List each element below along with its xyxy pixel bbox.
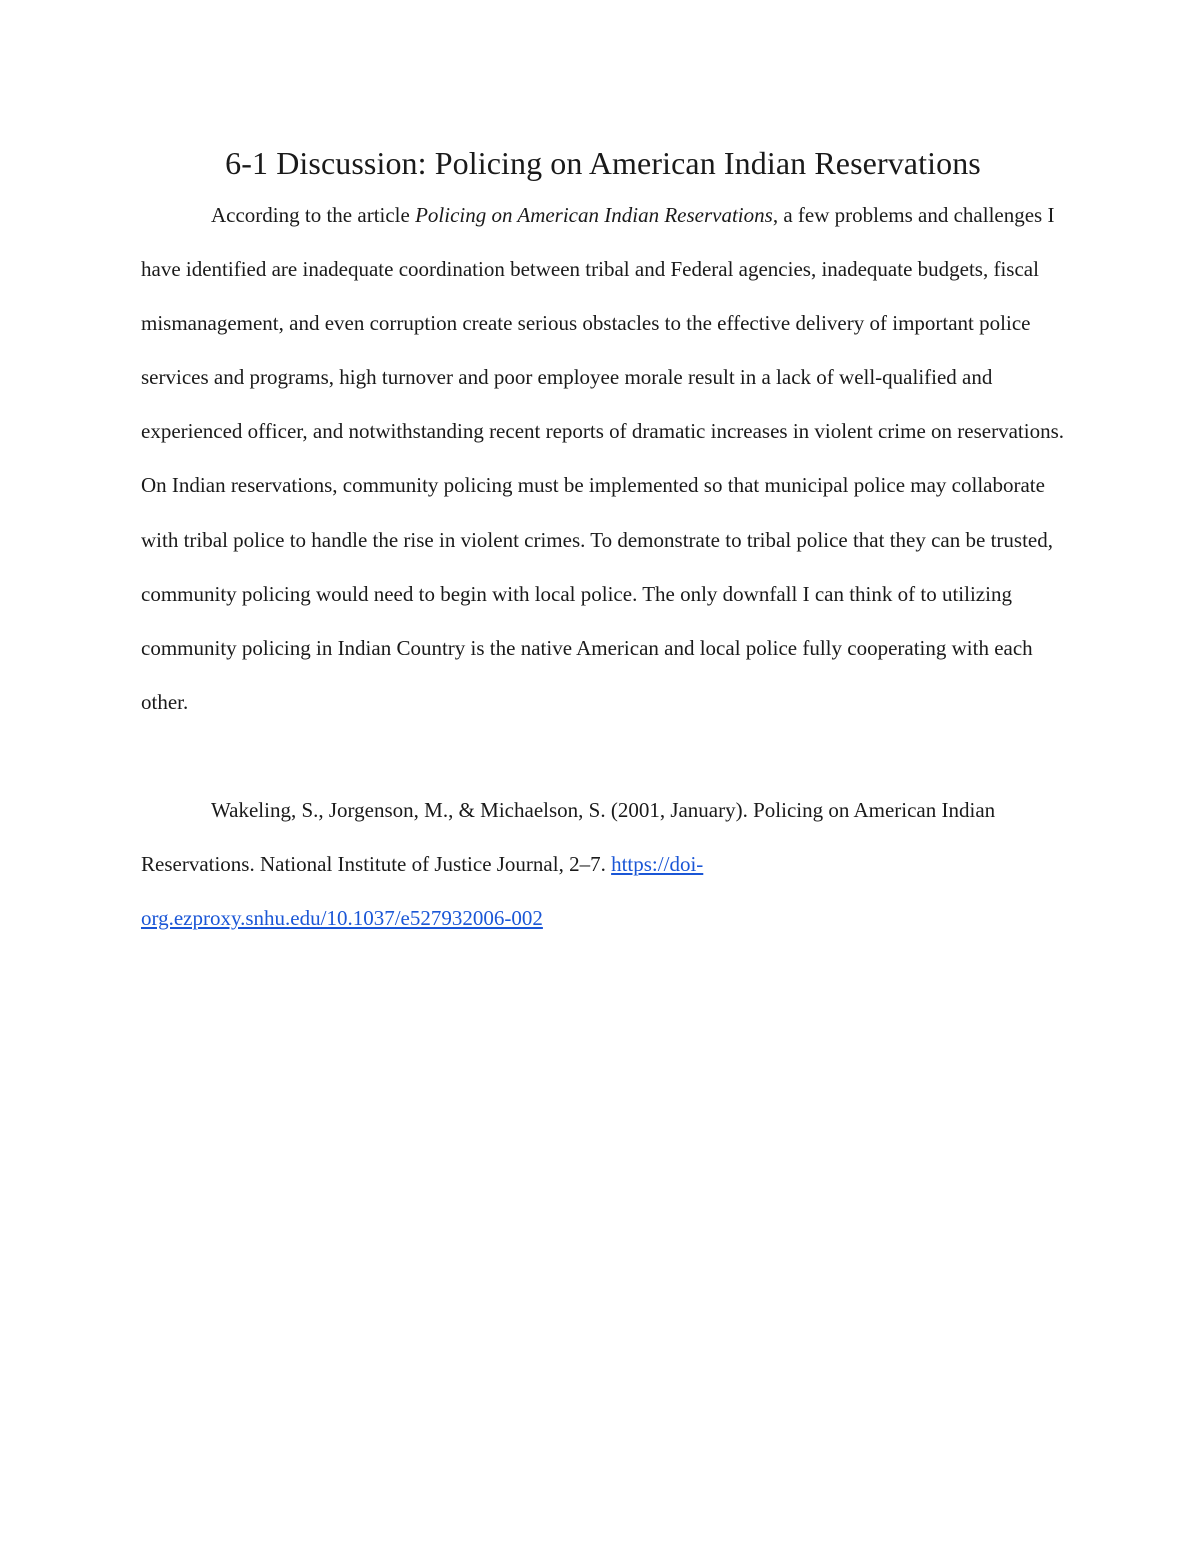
- body-paragraph: [141, 188, 1065, 729]
- article-title-italic: Policing on American Indian Reservations: [415, 203, 773, 227]
- body-text: , a few problems and challenges I have identified are inadequate coordination between tribal and Federal agencies, inadequate budgets, fiscal mismanagement, and even corruption create serious obstacles to the effective delivery of important police services and programs, high turnover and poor employee morale result in a lack of well-qualified and experienced officer, and notwithstanding recent reports of dramatic increases in violent crime on reservations. On Indian reservations, community policing must be implemented so that municipal police may collaborate with tribal police to handle the rise in violent crimes. To demonstrate to tribal police that they can be trusted, community policing would need to begin with local police. The only downfall I can think of to utilizing community policing in Indian Country is the native American and local police fully cooperating with each other.: [141, 203, 1065, 714]
- reference-entry: [141, 783, 1065, 945]
- document-title: 6-1 Discussion: Policing on American Indian Reservations: [225, 145, 981, 181]
- document-content: [141, 138, 1065, 945]
- doi-link[interactable]: https://doi-org.ezproxy.snhu.edu/10.1037/e527932006-002: [141, 852, 704, 931]
- body-lead-in: According to the article: [211, 203, 416, 227]
- reference-citation: Wakeling, S., Jorgenson, M., & Michaelson, S. (2001, January). Policing on American Indian Reservations. National Institute of Justice Journal, 2–7.: [141, 797, 996, 877]
